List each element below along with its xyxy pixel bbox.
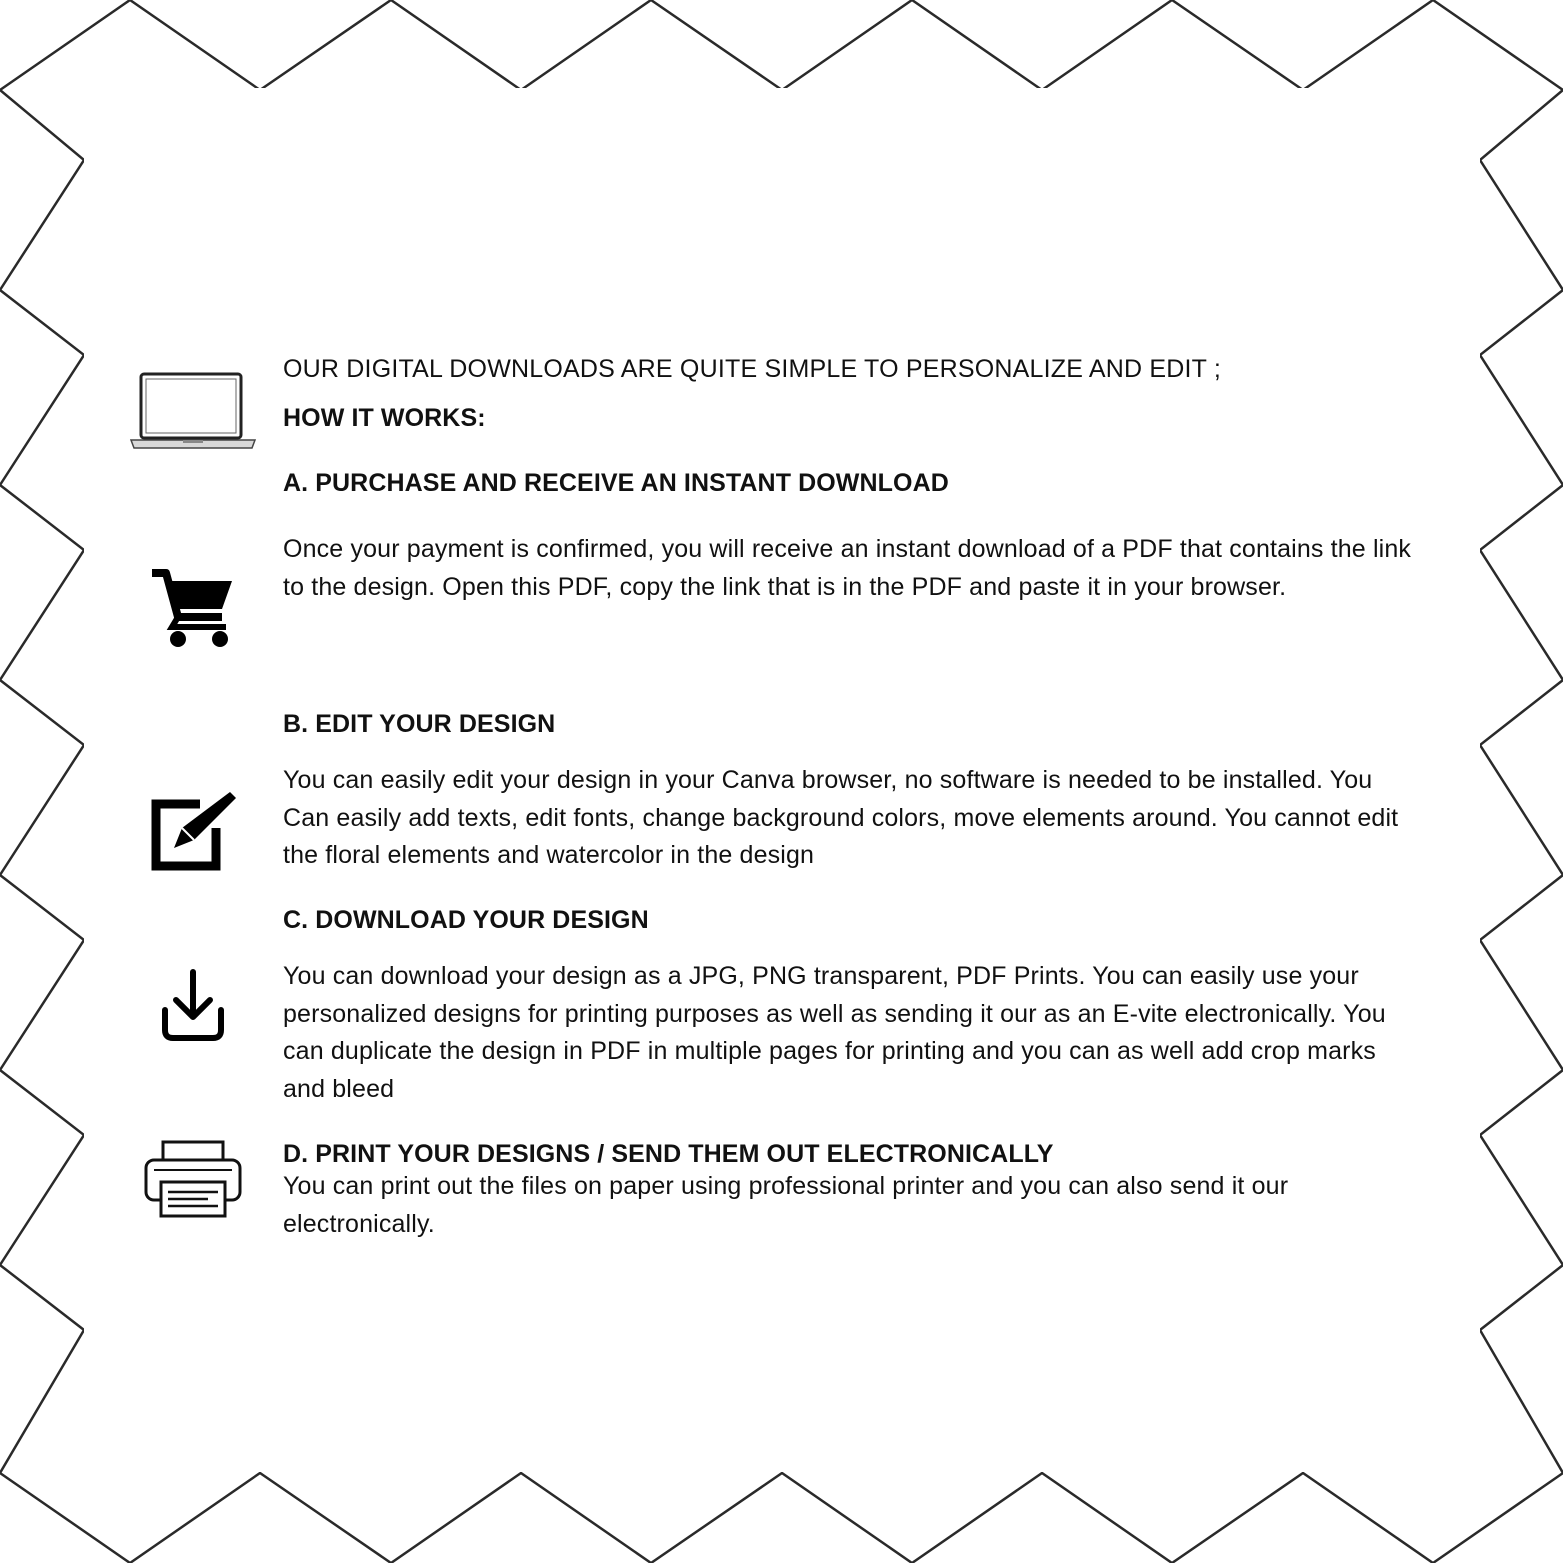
laptop-icon — [128, 370, 258, 454]
edit-icon — [148, 788, 240, 874]
step-d-heading: D. PRINT YOUR DESIGNS / SEND THEM OUT ELECTRONICALLY — [283, 1140, 1054, 1168]
download-icon — [158, 966, 228, 1044]
step-b-body: You can easily edit your design in your Canva browser, no software is needed to be installed. You Can easily add texts, edit fonts, change background colors, move elements around. You cannot edit the floral elements and watercolor in the design — [283, 766, 1399, 870]
step-c-body: You can download your design as a JPG, PNG transparent, PDF Prints. You can easily use your personalized designs for printing purposes as well as sending it our as an E-vite electronically. You can duplicate the design in PDF in multiple pages for printing and you can as well add crop marks and bleed — [283, 962, 1386, 1103]
step-a-heading: A. PURCHASE AND RECEIVE AN INSTANT DOWNLOAD — [283, 469, 949, 497]
step-b-heading: B. EDIT YOUR DESIGN — [283, 710, 556, 738]
printer-icon — [142, 1138, 244, 1222]
step-d-body: You can print out the files on paper using professional printer and you can also send it our electronically. — [283, 1172, 1289, 1238]
step-c-heading: C. DOWNLOAD YOUR DESIGN — [283, 906, 649, 934]
step-a-body: Once your payment is confirmed, you will receive an instant download of a PDF that contains the link to the design. Open this PDF, copy the link that is in the PDF and paste it in your browser. — [283, 535, 1412, 601]
shopping-cart-icon — [150, 565, 238, 649]
how-it-works-title: HOW IT WORKS: — [283, 404, 486, 432]
intro-line: OUR DIGITAL DOWNLOADS ARE QUITE SIMPLE TO PERSONALIZE AND EDIT ; — [283, 355, 1221, 383]
